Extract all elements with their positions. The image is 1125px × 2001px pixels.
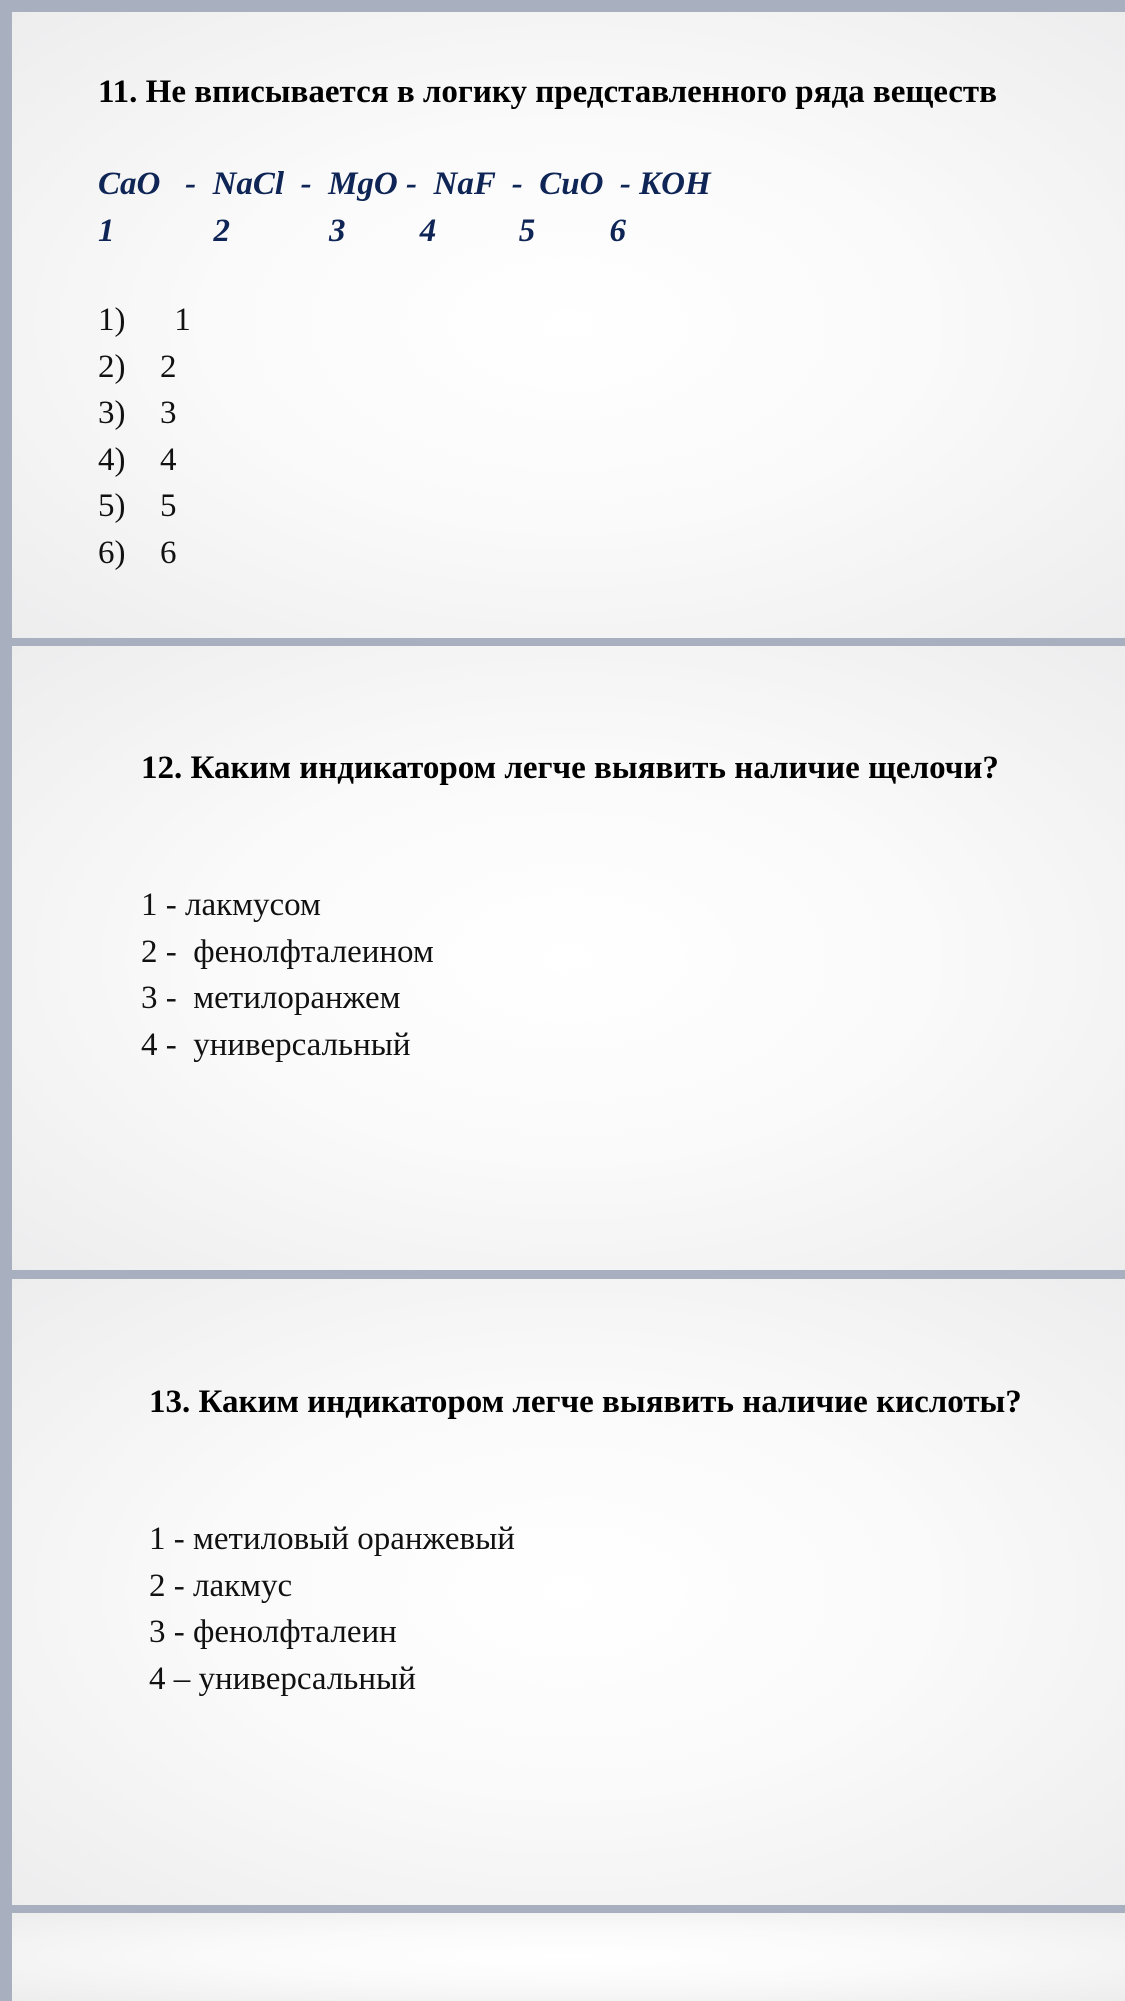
option-item — [98, 483, 191, 530]
question-13-options — [149, 1516, 515, 1702]
slide-question-13 — [12, 1279, 1125, 1905]
slide-question-12 — [12, 646, 1125, 1270]
option-item — [98, 390, 191, 437]
option-text: 3 — [160, 395, 177, 431]
option-item: 1 - лакмусом — [141, 887, 321, 923]
option-number: 4) — [98, 441, 126, 478]
option-item — [98, 530, 191, 577]
option-item: 4 – универсальный — [149, 1660, 416, 1697]
question-12-title: 12. Каким индикатором легче выявить наличие щелочи? — [141, 750, 999, 786]
option-item — [98, 344, 191, 391]
substance-series-indices: 1 2 3 4 5 6 — [98, 213, 626, 249]
option-item — [98, 437, 191, 484]
option-item: 2 - фенолфталеином — [141, 933, 434, 970]
option-item: 4 - универсальный — [141, 1026, 411, 1063]
option-text: 5 — [160, 488, 177, 524]
question-11-title: 11. Не вписывается в логику представленного ряда веществ — [98, 74, 997, 110]
option-item: 3 - фенолфталеин — [149, 1614, 397, 1650]
question-13-title: 13. Каким индикатором легче выявить наличие кислоты? — [149, 1384, 1022, 1420]
option-number: 1) — [98, 302, 126, 338]
option-number: 6) — [98, 534, 126, 571]
option-item: 2 - лакмус — [149, 1567, 293, 1604]
substance-series: CaO - NaCl - MgO - NaF - CuO - KOH — [98, 166, 711, 202]
option-item: 3 - метилоранжем — [141, 980, 401, 1016]
question-11-options — [98, 297, 191, 576]
slide-next-partial — [12, 1913, 1125, 2001]
option-item — [98, 297, 191, 344]
option-item: 1 - метиловый оранжевый — [149, 1521, 515, 1557]
slide-question-11 — [12, 12, 1125, 638]
question-12-options — [141, 882, 434, 1068]
left-rail — [0, 0, 12, 2001]
option-text: 2 — [160, 348, 177, 385]
option-text: 4 — [160, 441, 177, 478]
option-text: 6 — [160, 534, 177, 571]
option-number: 3) — [98, 395, 126, 431]
option-number: 2) — [98, 348, 126, 385]
option-text: 1 — [166, 302, 191, 338]
option-number: 5) — [98, 488, 126, 524]
